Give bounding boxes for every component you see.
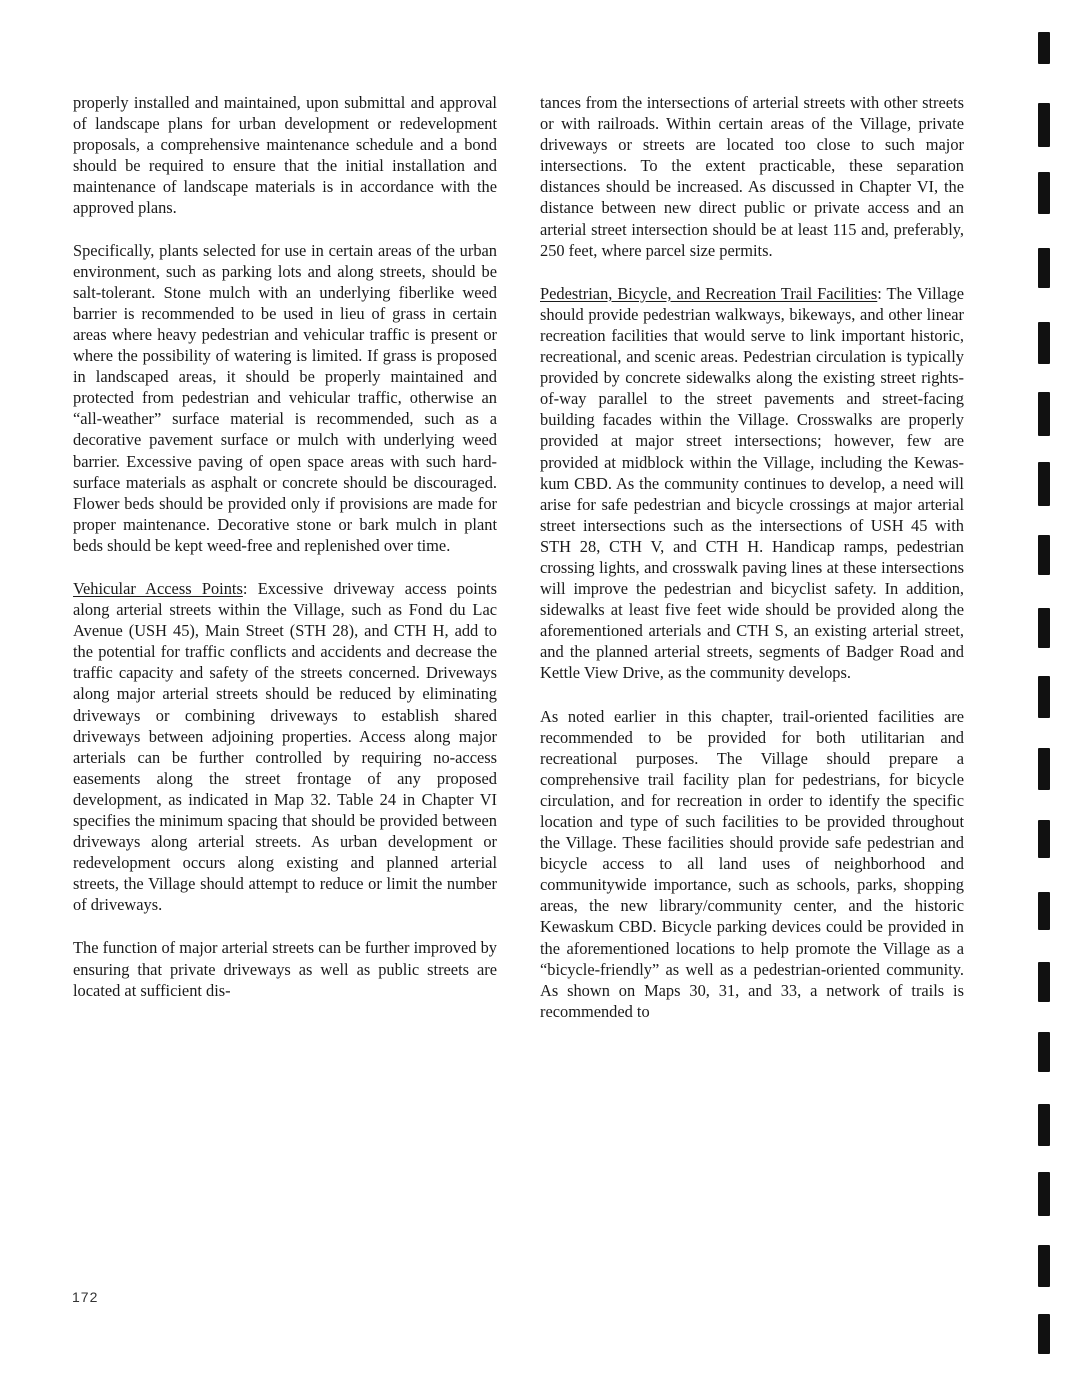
right-text-column	[540, 92, 964, 1043]
scan-binding-marks	[1038, 0, 1058, 1380]
binding-mark	[1038, 248, 1050, 288]
binding-mark	[1038, 1314, 1050, 1354]
binding-mark	[1038, 392, 1050, 436]
left-text-column	[73, 92, 497, 1022]
binding-mark	[1038, 892, 1050, 930]
paragraph-separation-distances: tances from the intersections of arterial streets with other streets or with railroads. Within certain areas of the Village, private driveways or streets are located too close to such major intersections. To the extent practicable, these separation distances should be increased. As discussed in Chapter VI, the distance between new direct public or private access and an arterial street intersection should be at least 115 and, preferably, 250 feet, where parcel size permits.	[540, 93, 964, 260]
binding-mark	[1038, 748, 1050, 790]
binding-mark	[1038, 172, 1050, 214]
binding-mark	[1038, 608, 1050, 648]
binding-mark	[1038, 1032, 1050, 1072]
paragraph-pedestrian-facilities	[540, 283, 964, 684]
binding-mark	[1038, 676, 1050, 718]
paragraph-trail-facilities: As noted earlier in this chapter, trail-oriented facilities are recommended to be provided for both utilitarian and recreational purposes. The Village should prepare a comprehensive trail facility plan for pedestrians, for bicycle circulation, and for recreation in order to identify the specific location and type of such facilities to be provided throughout the Village. These facilities should provide safe pedestrian and bicycle access to all land uses of neighborhood and communitywide importance, such as schools, parks, shopping areas, the new library/community center, and the historic Kewaskum CBD. Bicycle parking devices could be provided in the aforementioned locations to help promote the Village as a “bicycle-friendly” as well as a pedestrian-oriented community. As shown on Maps 30, 31, and 33, a network of trails is recommended to	[540, 706, 964, 1021]
binding-mark	[1038, 1104, 1050, 1146]
binding-mark	[1038, 1172, 1050, 1216]
binding-mark	[1038, 535, 1050, 575]
page-number: 172	[72, 1289, 99, 1305]
paragraph-pedestrian-facilities-body: : The Village should provide pedestrian walkways, bikeways, and other linear recreation facilities that would serve to link important historic, recreational, and scenic areas. Pedestrian circulation is typically provided by concrete sidewalks along the existing street rights-of-way parallel to the street pavements and street-facing building facades within the Village. Crosswalks are properly provided at major street intersections; however, few are provided at midblock within the Village, including the Kewaskum CBD. As the community continues to develop, a need will arise for safe pedestrian and bicycle crossings at major arterial street intersections such as the intersections of USH 45 with STH 28, CTH V, and CTH H. Handicap ramps, pedestrian crossing lights, and crosswalk paving lines at these intersections will improve the pedestrian and bicyclist safety. In addition, sidewalks at least five feet wide should be provided along the aforementioned arterials and CTH S, an existing arterial street, and the planned arterial streets, segments of Badger Road and Kettle View Drive, as the community develops.	[540, 283, 964, 683]
binding-mark	[1038, 820, 1050, 858]
section-heading-vehicular-access: Vehicular Access Points	[73, 578, 243, 598]
paragraph-vehicular-access-body: : Excessive driveway access points along arterial streets within the Village, such as Fond du Lac Avenue (USH 45), Main Street (STH 28), and CTH H, add to the potential for traffic conflicts and accidents and decrease the traffic capacity and safety of the streets concerned. Driveways along major arterial streets should be reduced by eliminating driveways or combining driveways to establish shared driveways between adjoining properties. Access along major arterials can be further controlled by requiring no-access easements along the street frontage of any proposed development, as indicated in Map 32. Table 24 in Chapter VI specifies the minimum spacing that should be provided between driveways along arterial streets. As urban development or redevelopment occurs along existing and planned arterial streets, the Village should attempt to reduce or limit the number of driveways.	[73, 578, 497, 915]
section-heading-pedestrian-facilities: Pedestrian, Bicycle, and Recreation Trail Facilities	[540, 283, 878, 303]
binding-mark	[1038, 462, 1050, 506]
binding-mark	[1038, 32, 1050, 64]
paragraph-vehicular-access	[73, 578, 497, 916]
binding-mark	[1038, 1245, 1050, 1287]
binding-mark	[1038, 962, 1050, 1002]
paragraph-landscape-maintenance: properly installed and maintained, upon submittal and approval of landscape plans for urban development or redevelopment proposals, a comprehensive maintenance schedule and a bond should be required to ensure that the initial installation and maintenance of landscape materials is in accordance with the approved plans.	[73, 93, 497, 218]
paragraph-plant-selection: Specifically, plants selected for use in certain areas of the urban environment, such as parking lots and along streets, should be salt-tolerant. Stone mulch with an underlying fiberlike weed barrier is recommended to be used in lieu of grass in certain areas where heavy pedestrian and vehicular traffic is present or where the possibility of watering is limited. If grass is proposed in landscaped areas, it should be properly maintained and protected from pedestrian and vehicular traffic, otherwise an “all-weather” surface material is recommended, such as a decorative pavement surface or mulch with underlying weed barrier. Excessive paving of open space areas with such hard-surface materials as asphalt or concrete should be discouraged. Flower beds should be provided only if provisions are made for proper maintenance. Decorative stone or bark mulch in plant beds should be kept weed-free and replenished over time.	[73, 240, 497, 555]
binding-mark	[1038, 103, 1050, 147]
paragraph-arterial-function: The function of major arterial streets can be further improved by ensuring that private driveways as well as public streets are located at sufficient dis-	[73, 938, 497, 1000]
binding-mark	[1038, 322, 1050, 364]
